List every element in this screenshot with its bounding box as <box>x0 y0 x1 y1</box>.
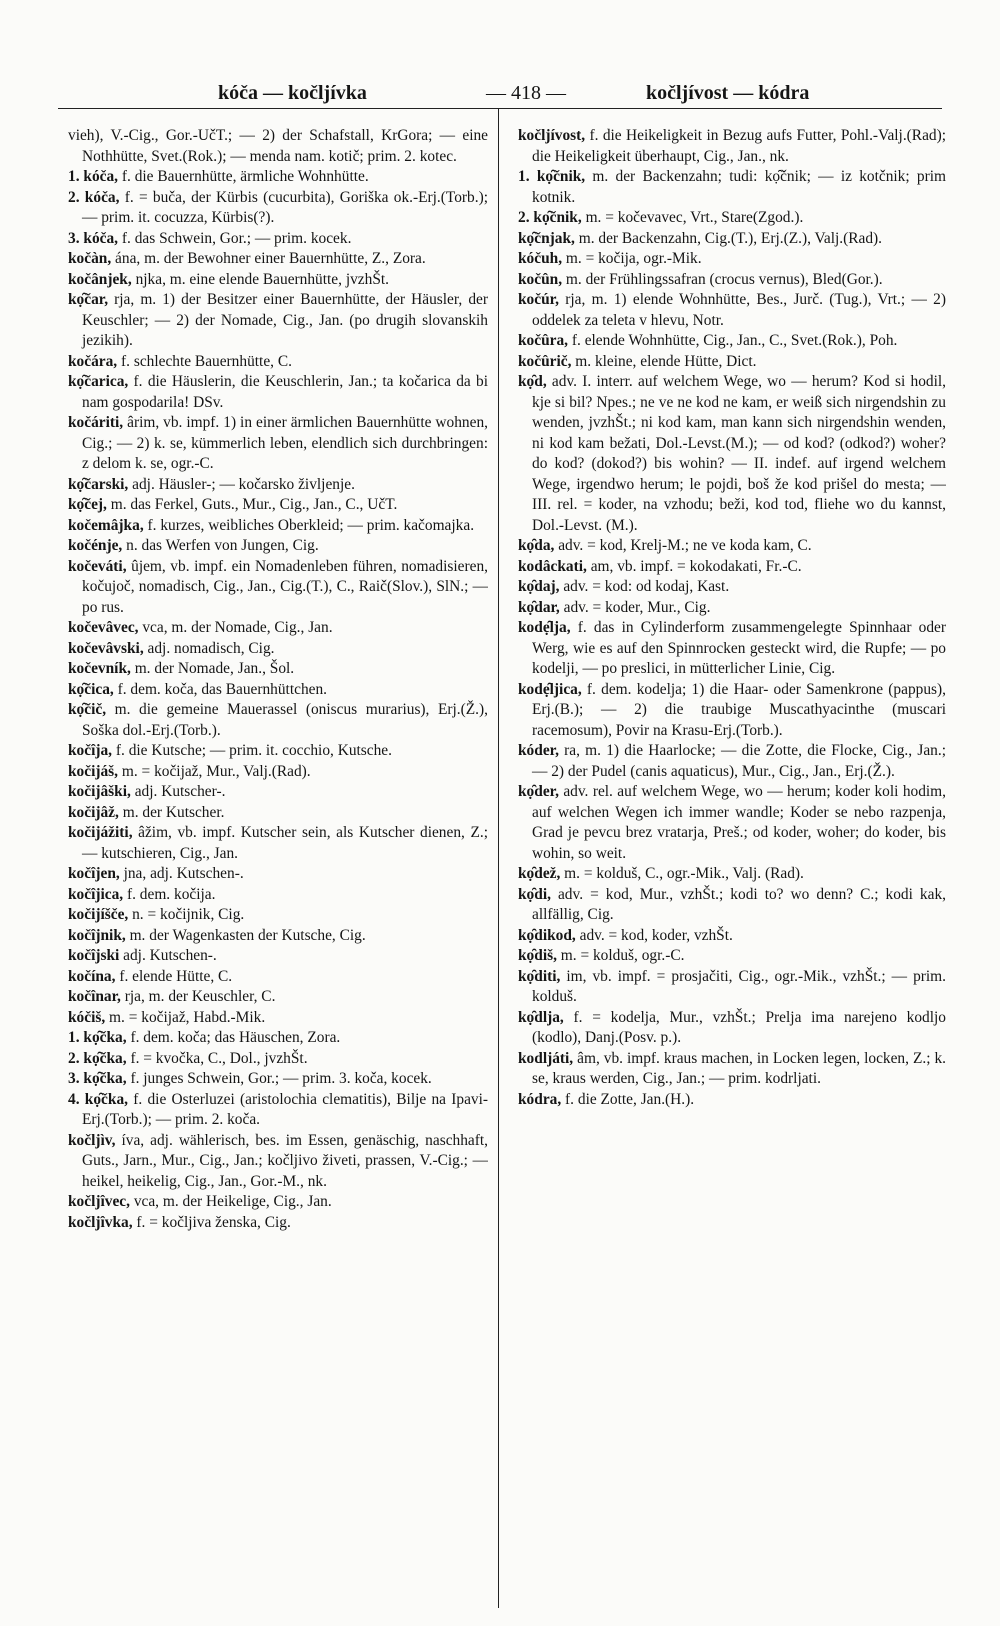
entry-headword: 2. kọ̑čnik, <box>518 209 582 226</box>
entry-headword: kočijâški, <box>68 783 131 800</box>
entry-headword: 3. kóča, <box>68 229 119 247</box>
dictionary-entry <box>68 680 488 701</box>
entry-headword: kọ̑diti, <box>518 967 561 985</box>
dictionary-entry <box>68 1049 488 1070</box>
entry-definition: m. der Wagenkasten der Kutsche, Cig. <box>125 926 366 944</box>
right-column <box>518 126 946 1606</box>
dictionary-entry <box>518 618 946 680</box>
dictionary-entry <box>518 126 946 167</box>
entry-headword: kọ̑der, <box>518 783 559 800</box>
entry-headword: kọ̑čarski, <box>68 475 129 493</box>
dictionary-entry <box>68 516 488 537</box>
entry-definition: n. = kočijnik, Cig. <box>128 906 245 923</box>
entry-headword: kodẹ̑lja, <box>518 619 571 636</box>
dictionary-entry <box>68 1069 488 1090</box>
dictionary-entry <box>68 1192 488 1213</box>
entry-headword: kočénje, <box>68 537 123 554</box>
dictionary-entry <box>68 1090 488 1131</box>
entry-headword: kọ̑dar, <box>518 598 560 616</box>
dictionary-entry <box>518 352 946 373</box>
entry-definition: m. = kočevavec, Vrt., Stare(Zgod.). <box>581 209 804 226</box>
entry-headword: kọ̑d, <box>518 373 547 390</box>
dictionary-entry <box>68 1131 488 1193</box>
entry-definition: adv. = kod, Mur., vzhŠt.; kodi to? wo denn? C.; kodi kak, allfällig, Cig. <box>532 885 946 923</box>
entry-definition: íva, adj. wählerisch, bes. im Essen, genäschig, naschhaft, Guts., Jarn., Mur., Cig., Jan.; kočljivo živeti, prassen, V.-Cig.; — heikel, heikelig, Cig., Jan., Gor.-M., nk. <box>82 1131 488 1190</box>
entry-headword: 2. kọ̑čka, <box>68 1049 127 1067</box>
entry-definition: m. = kočijaž, Habd.-Mik. <box>105 1008 266 1026</box>
entry-definition: rja, m. 1) elende Wohnhütte, Bes., Jurč. (Tug.), Vrt.; — 2) oddelek za teleta v hlevu, Notr. <box>532 291 946 329</box>
entry-definition: f. die Bauernhütte, ärmliche Wohnhütte. <box>118 168 369 185</box>
dictionary-entry <box>518 577 946 598</box>
entry-headword: kọ̑čar, <box>68 291 109 308</box>
dictionary-entry <box>68 1213 488 1234</box>
entry-definition: f. elende Wohnhütte, Cig., Jan., C., Svet.(Rok.), Poh. <box>568 332 898 349</box>
dictionary-entry <box>68 639 488 660</box>
dictionary-entry <box>68 270 488 291</box>
dictionary-entry <box>518 885 946 926</box>
page-number: — 418 — <box>486 82 566 104</box>
dictionary-entry <box>68 1008 488 1029</box>
entry-definition: m. das Ferkel, Guts., Mur., Cig., Jan., C., UčT. <box>106 496 398 513</box>
entry-definition: adv. = kod, Krelj-M.; ne ve koda kam, C. <box>554 537 812 554</box>
dictionary-entry <box>68 188 488 229</box>
entry-headword: kọ̑daj, <box>518 578 560 595</box>
dictionary-entry <box>68 700 488 741</box>
entry-definition: adv. = kod: od kodaj, Kast. <box>559 578 730 595</box>
dictionary-entry <box>518 1008 946 1049</box>
entry-headword: kočljîvka, <box>68 1213 133 1231</box>
dictionary-entry <box>68 557 488 619</box>
entry-headword: kočevâvski, <box>68 639 144 657</box>
dictionary-entry <box>68 803 488 824</box>
dictionary-entry <box>68 926 488 947</box>
dictionary-entry <box>68 864 488 885</box>
entry-definition: f. elende Hütte, C. <box>115 967 233 985</box>
dictionary-entry <box>518 167 946 208</box>
entry-headword: kọ̑di, <box>518 885 551 903</box>
entry-headword: kodâckati, <box>518 557 587 575</box>
entry-headword: kočijáš, <box>68 762 119 780</box>
dictionary-entry <box>68 885 488 906</box>
entry-headword: kọ̑čica, <box>68 680 114 698</box>
entry-definition: ána, m. der Bewohner einer Bauernhütte, Z., Zora. <box>111 250 426 267</box>
dictionary-entry <box>518 967 946 1008</box>
entry-definition: rja, m. 1) der Besitzer einer Bauernhütte, der Häusler, der Keuschler; — 2) der Nomade, Cig., Jan. (po drugih slovanskih jezikih). <box>82 291 488 349</box>
dictionary-entry <box>68 762 488 783</box>
entry-definition: f. die Osterluzei (aristolochia clematitis), Bilje na Ipavi-Erj.(Torb.); — prim. 2. koča. <box>82 1090 488 1128</box>
dictionary-entry <box>68 352 488 373</box>
entry-definition: adv. = koder, Mur., Cig. <box>559 598 711 616</box>
entry-headword: kočàn, <box>68 250 112 267</box>
entry-headword: kọ̑da, <box>518 537 555 554</box>
dictionary-entry <box>518 741 946 782</box>
dictionary-entry <box>68 126 488 167</box>
entry-headword: kočînar, <box>68 988 121 1005</box>
entry-headword: kočîjica, <box>68 885 124 903</box>
dictionary-entry <box>518 557 946 578</box>
dictionary-entry <box>518 1090 946 1111</box>
entry-headword: kočína, <box>68 967 116 985</box>
entry-definition: adv. = kod, koder, vzhŠt. <box>575 926 733 944</box>
entry-definition: m. der Backenzahn, Cig.(T.), Erj.(Z.), Valj.(Rad). <box>574 229 883 247</box>
entry-definition: m. die gemeine Mauerassel (oniscus murarius), Erj.(Ž.), Soška dol.-Erj.(Torb.). <box>82 701 488 739</box>
entry-definition: adj. Kutscher-. <box>130 783 226 800</box>
dictionary-entry <box>518 290 946 331</box>
entry-headword: kọ̑dikod, <box>518 926 576 944</box>
entry-headword: kočljívost, <box>518 127 586 144</box>
dictionary-entry <box>68 1028 488 1049</box>
dictionary-entry <box>518 208 946 229</box>
entry-headword: 1. kóča, <box>68 168 119 185</box>
dictionary-entry <box>518 229 946 250</box>
entry-definition: f. das Schwein, Gor.; — prim. kocek. <box>118 229 352 247</box>
entry-headword: kodẹ̑ljica, <box>518 680 582 698</box>
entry-definition: vca, m. der Nomade, Cig., Jan. <box>138 619 333 636</box>
entry-definition: f. die Häuslerin, die Keuschlerin, Jan.; ta kočarica da bi nam gospodarila! DSv. <box>82 373 488 411</box>
entry-definition: m. der Backenzahn; tudi: kọ̑čnik; — iz kotčnik; prim kotnik. <box>532 168 946 206</box>
entry-definition: f. = kvočka, C., Dol., jvzhŠt. <box>126 1049 308 1067</box>
entry-definition: rja, m. der Keuschler, C. <box>120 988 276 1005</box>
dictionary-entry <box>518 372 946 536</box>
dictionary-entry <box>68 782 488 803</box>
entry-headword: kočeváti, <box>68 557 127 575</box>
header-right-guide: kočljívost — kódra <box>646 82 810 104</box>
entry-headword: kodljáti, <box>518 1049 574 1067</box>
entry-definition: adv. rel. auf welchem Wege, wo — herum; koder koli hodim, auf welchen Wegen ich immer wandle; Koder se nebo razpenja, Grad je pevcu brez vratarja, Preš.; od koder, woher; do koder, bis wohin, so weit. <box>532 783 946 862</box>
entry-definition: adj. nomadisch, Cig. <box>143 639 275 657</box>
entry-definition: njka, m. eine elende Bauernhütte, jvzhŠt. <box>131 270 390 288</box>
entry-headword: kočûn, <box>518 270 563 288</box>
entry-definition: m. der Frühlingssafran (crocus vernus), Bled(Gor.). <box>562 270 883 288</box>
entry-headword: kóčuh, <box>518 250 563 267</box>
entry-headword: kọ̑diš, <box>518 947 557 964</box>
entry-definition: ra, m. 1) die Haarlocke; — die Zotte, die Flocke, Cig., Jan.; — 2) der Pudel (canis aquaticus), Mur., Cig., Jan., Erj.(Ž.). <box>532 742 946 780</box>
entry-headword: kọ̑čarica, <box>68 373 129 390</box>
dictionary-entry <box>518 536 946 557</box>
dictionary-entry <box>68 659 488 680</box>
entry-definition: adj. Häusler-; — kočarsko življenje. <box>128 475 355 493</box>
entry-headword: 3. kọ̑čka, <box>68 1070 127 1087</box>
entry-headword: 2. kóča, <box>68 188 120 206</box>
entry-definition: f. die Heikeligkeit in Bezug aufs Futter, Pohl.-Valj.(Rad); die Heikeligkeit überhaupt, Cig., Jan., nk. <box>532 127 946 165</box>
entry-headword: kočîjski <box>68 947 120 964</box>
dictionary-entry <box>518 331 946 352</box>
entry-headword: kočîjen, <box>68 865 120 882</box>
dictionary-entry <box>68 229 488 250</box>
entry-definition: f. dem. koča; das Häuschen, Zora. <box>126 1029 341 1046</box>
dictionary-entry <box>68 290 488 352</box>
left-column <box>68 126 488 1606</box>
entry-definition: f. = buča, der Kürbis (cucurbita), Goriška ok.-Erj.(Torb.); — prim. it. cocuzza, Kürbis(?). <box>82 188 488 226</box>
dictionary-entry <box>518 598 946 619</box>
dictionary-entry <box>68 987 488 1008</box>
running-header <box>58 72 942 112</box>
entry-definition: n. das Werfen von Jungen, Cig. <box>122 537 319 554</box>
entry-headword: kočîjnik, <box>68 926 126 944</box>
entry-definition: f. dem. koča, das Bauernhüttchen. <box>113 680 328 698</box>
dictionary-entry <box>68 167 488 188</box>
entry-headword: 4. kọ̑čka, <box>68 1090 128 1108</box>
dictionary-entry <box>518 680 946 742</box>
dictionary-entry <box>68 475 488 496</box>
dictionary-entry <box>68 967 488 988</box>
dictionary-entry <box>68 618 488 639</box>
header-left-guide: kóča — kočljívka <box>218 82 367 104</box>
entry-headword: kočûrič, <box>518 352 572 370</box>
entry-definition: m. = kolduš, ogr.-C. <box>556 947 685 964</box>
dictionary-entry <box>518 1049 946 1090</box>
entry-definition: m. der Kutscher. <box>118 803 225 821</box>
entry-headword: kọ̑dlja, <box>518 1008 564 1026</box>
dictionary-entry <box>518 782 946 864</box>
entry-definition: f. kurzes, weibliches Oberkleid; — prim. kačomajka. <box>143 516 475 534</box>
entry-headword: kódra, <box>518 1090 562 1108</box>
entry-headword: kočúr, <box>518 291 559 308</box>
header-rule <box>58 108 942 109</box>
entry-headword: kọ̑dež, <box>518 865 561 882</box>
entry-definition: f. die Zotte, Jan.(H.). <box>561 1090 695 1108</box>
dictionary-entry <box>68 823 488 864</box>
entry-headword: kočemâjka, <box>68 516 144 534</box>
dictionary-entry <box>68 495 488 516</box>
entry-definition: f. junges Schwein, Gor.; — prim. 3. koča, kocek. <box>126 1070 432 1087</box>
dictionary-entry <box>518 946 946 967</box>
entry-definition: m. kleine, elende Hütte, Dict. <box>571 352 757 370</box>
entry-headword: kóčiš, <box>68 1008 106 1026</box>
entry-headword: kočijážiti, <box>68 824 133 841</box>
entry-headword: 1. kọ̑čnik, <box>518 168 586 185</box>
entry-headword: kočevník, <box>68 660 131 677</box>
entry-headword: kọ̑čnjak, <box>518 229 575 247</box>
dictionary-entry <box>518 270 946 291</box>
entry-headword: kočevâvec, <box>68 619 139 636</box>
dictionary-entry <box>68 741 488 762</box>
entry-definition: im, vb. impf. = prosjačiti, Cig., ogr.-Mik., vzhŠt.; — prim. kolduš. <box>532 967 946 1005</box>
dictionary-entry <box>68 536 488 557</box>
dictionary-entry <box>518 864 946 885</box>
dictionary-entry <box>518 926 946 947</box>
entry-definition: f. dem. kočija. <box>123 885 216 903</box>
entry-definition: f. = kočljiva ženska, Cig. <box>132 1213 291 1231</box>
entry-definition: adv. I. interr. auf welchem Wege, wo — herum? Kod si hodil, kje si bil? Npes.; ne ve ne kod ne kam, er weiß sich nirgendshin zu wenden, jvzhŠt.; ni kod kam, man kann sich nirgendshin wenden, ni kod kam bežati, Dol.-Levst.(M.); — od kod? (odkod?) woher? do kod? (dokod?) bis wohin? — II. indef. auf irgend welchem Wege, irgendwo herum; le pojdi, boš že kod prišel do mesta; — III. rel. = koder, na vzhodu; beži, kod tod, fliehe wo du kannst, Dol.-Levst. (M.). <box>532 373 946 534</box>
entry-headword: kočljîvec, <box>68 1193 130 1210</box>
entry-definition: m. der Nomade, Jan., Šol. <box>130 660 295 677</box>
entry-definition: jna, adj. Kutschen-. <box>119 865 244 882</box>
dictionary-entry <box>518 249 946 270</box>
entry-definition: adj. Kutschen-. <box>119 947 217 964</box>
entry-headword: kóder, <box>518 742 559 759</box>
entry-definition: m. = kolduš, C., ogr.-Mik., Valj. (Rad). <box>560 865 804 882</box>
entry-headword: 1. kọ̑čka, <box>68 1029 127 1046</box>
entry-definition: m. = kočijaž, Mur., Valj.(Rad). <box>118 762 311 780</box>
entry-definition: âm, vb. impf. kraus machen, in Locken legen, locken, Z.; k. se, kraus werden, Cig., Jan.; — prim. kodrljati. <box>532 1049 946 1087</box>
entry-definition: am, vb. impf. = kokodakati, Fr.-C. <box>586 557 802 575</box>
entry-definition: ûjem, vb. impf. ein Nomadenleben führen, nomadisieren, kočujoč, nomadisch, Cig., Jan., Cig.(T.), C., Raič(Slov.), SlN.; — po rus. <box>82 557 488 616</box>
entry-definition: f. schlechte Bauernhütte, C. <box>117 352 292 370</box>
entry-headword: kọ̑čič, <box>68 701 107 718</box>
entry-headword: kočîja, <box>68 742 113 759</box>
entry-headword: kočijâž, <box>68 803 119 821</box>
dictionary-entry <box>68 372 488 413</box>
dictionary-entry <box>68 413 488 475</box>
column-divider <box>498 108 499 1608</box>
entry-headword: kočáriti, <box>68 414 124 431</box>
entry-headword: kọ̑čej, <box>68 496 107 513</box>
entry-definition: m. = kočija, ogr.-Mik. <box>562 250 702 267</box>
entry-definition: ârim, vb. impf. 1) in einer ärmlichen Bauernhütte wohnen, Cig.; — 2) k. se, kümmerlich leben, elendlich sich durchbringen: z delom k. se, ogr.-C. <box>82 414 488 472</box>
entry-headword: kočânjek, <box>68 270 132 288</box>
entry-headword: kočûra, <box>518 332 569 349</box>
entry-headword: kočljìv, <box>68 1131 116 1149</box>
entry-definition: vieh), V.-Cig., Gor.-UčT.; — 2) der Schafstall, KrGora; — eine Nothhütte, Svet.(Rok.); — menda nam. kotič; prim. 2. kotec. <box>68 127 488 165</box>
dictionary-entry <box>68 946 488 967</box>
dictionary-entry <box>68 249 488 270</box>
entry-definition: f. dem. kodelja; 1) die Haar- oder Samenkrone (pappus), Erj.(B.); — 2) die traubige Muscathyacinthe (muscari racemosum), Povir na Krasu-Erj.(Torb.). <box>532 680 946 739</box>
entry-definition: f. das in Cylinderform zusammengelegte Spinnhaar oder Werg, wie es auf den Spinnrocken gesteckt wird, die Rupfe; — po kodelji, — po preslici, in mütterlicher Linie, Cig. <box>532 619 946 677</box>
entry-headword: kočára, <box>68 352 118 370</box>
entry-definition: vca, m. der Heikelige, Cig., Jan. <box>129 1193 332 1210</box>
dictionary-entry <box>68 905 488 926</box>
entry-definition: âžim, vb. impf. Kutscher sein, als Kutscher dienen, Z.; — kutschieren, Cig., Jan. <box>82 824 488 862</box>
entry-definition: f. die Kutsche; — prim. it. cocchio, Kutsche. <box>112 742 392 759</box>
entry-headword: kočijíšče, <box>68 906 129 923</box>
entry-definition: f. = kodelja, Mur., vzhŠt.; Prelja ima narejeno kodljo (kodlo), Danj.(Posv. p.). <box>532 1008 946 1046</box>
